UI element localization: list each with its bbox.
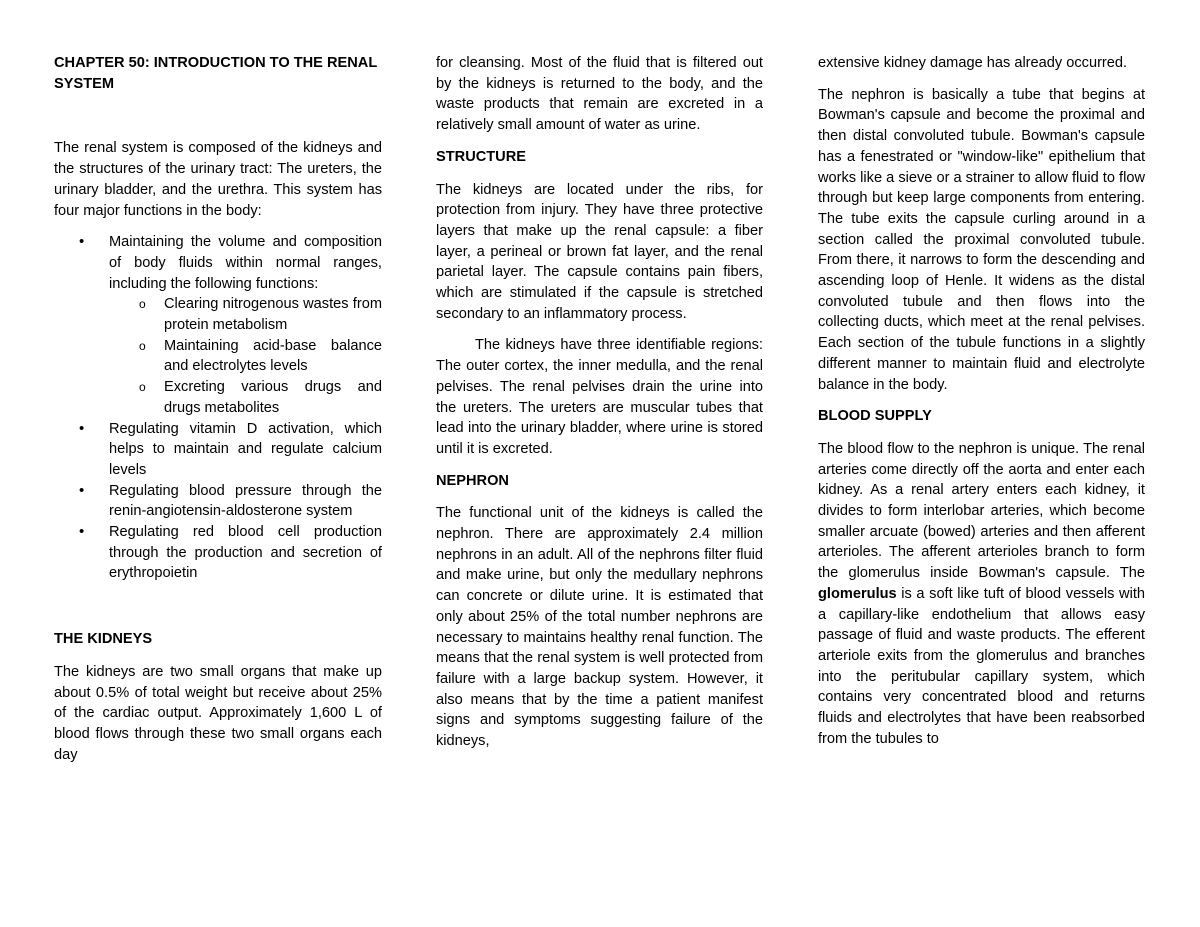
glomerulus-term: glomerulus bbox=[818, 585, 897, 602]
structure-paragraph-1: The kidneys are located under the ribs, for protection from injury. They have three protective layers that make up the renal capsule: a fiber layer, a perineal or brown fat layer, and the renal parietal layer. The capsule contains pain fibers, which are stimulated if the capsule is stretched secondary to an inflammatory process. bbox=[436, 181, 763, 322]
kidneys-paragraph: The kidneys are two small organs that make up about 0.5% of total weight but receive about 25% of the cardiac output. Approximately 1,600 L of blood flows through these two small organs each day bbox=[54, 663, 382, 763]
list-item: o Maintaining acid-base balance and electrolytes levels bbox=[164, 336, 382, 377]
subfunctions-list bbox=[109, 294, 382, 418]
column-3 bbox=[818, 53, 1145, 750]
list-item: • Maintaining the volume and composition of body fluids within normal ranges, including the following functions: o Clearing nitrogenous wastes from protein metabolism o Maintaining acid-base balance and electrolytes levels o Excreting various drugs and drugs metabolites bbox=[109, 232, 382, 418]
blood-supply-heading: BLOOD SUPPLY bbox=[818, 408, 932, 425]
intro-paragraph: The renal system is composed of the kidneys and the structures of the urinary tract: The ureters, the urinary bladder, and the urethra. This system has four major functions in the body: bbox=[54, 140, 382, 219]
list-item: o Excreting various drugs and drugs metabolites bbox=[164, 377, 382, 418]
column-2 bbox=[436, 53, 763, 752]
kidneys-heading: THE KIDNEYS bbox=[54, 631, 153, 648]
list-item: • Regulating blood pressure through the renin-angiotensin-aldosterone system bbox=[109, 481, 382, 522]
chapter-title: CHAPTER 50: INTRODUCTION TO THE RENAL SYSTEM bbox=[54, 55, 377, 92]
functions-list bbox=[54, 232, 382, 584]
list-item: • Regulating red blood cell production through the production and secretion of erythropoietin bbox=[109, 522, 382, 584]
continued-paragraph: for cleansing. Most of the fluid that is filtered out by the kidneys is returned to the body, and the waste products that remain are excreted in a relatively small amount of water as urine. bbox=[436, 55, 763, 134]
blood-supply-paragraph: The blood flow to the nephron is unique. The renal arteries come directly off the aorta and enter each kidney. As a renal artery enters each kidney, it divides to form interlobar arteries, which become smaller arcuate (bowed) arteries and then afferent arterioles. The afferent arterioles branch to form the glomerulus inside Bowman's capsule. The glomerulus is a soft like tuft of blood vessels with a capillary-like endothelium that allows easy passage of fluid and waste products. The efferent arteriole exits from the glomerulus and branches into the peritubular capillary system, which contains very concentrated blood and returns fluids and electrolytes that have been reabsorbed from the tubules to bbox=[818, 440, 1145, 747]
nephron-paragraph-2: The nephron is basically a tube that begins at Bowman's capsule and become the proximal and then distal convoluted tubule. Bowman's capsule has a fenestrated or "window-like" epithelium that works like a sieve or a strainer to allow fluid to flow through but keep large components from entering. The tube exits the capsule curling around in a section called the proximal convoluted tubule. From there, it narrows to form the descending and ascending loop of Henle. It widens as the distal convoluted tubule and then flows into the collecting ducts, which meet at the renal pelvises. Each section of the tubule functions in a slightly different manner to maintain fluid and electrolyte balance in the body. bbox=[818, 86, 1145, 393]
continued-paragraph: extensive kidney damage has already occurred. bbox=[818, 55, 1128, 71]
nephron-heading: NEPHRON bbox=[436, 472, 509, 489]
column-1 bbox=[54, 53, 382, 765]
list-item: o Clearing nitrogenous wastes from protein metabolism bbox=[164, 294, 382, 335]
structure-paragraph-2: The kidneys have three identifiable regions: The outer cortex, the inner medulla, and the renal pelvises. The renal pelvises drain the urine into the ureters. The ureters are muscular tubes that lead into the urinary bladder, where urine is stored until it is excreted. bbox=[436, 337, 763, 457]
structure-heading: STRUCTURE bbox=[436, 148, 526, 165]
nephron-paragraph: The functional unit of the kidneys is called the nephron. There are approximately 2.4 million nephrons in an adult. All of the nephrons filter fluid and make urine, but only the medullary nephrons can concrete or dilute urine. It is estimated that only about 25% of the total number nephrons are necessary to maintains healthy renal function. The means that the renal system is well protected from failure with a large backup system. However, it also means that by the time a patient manifest signs and symptoms suggesting failure of the kidneys, bbox=[436, 505, 763, 750]
list-item: • Regulating vitamin D activation, which helps to maintain and regulate calcium levels bbox=[109, 419, 382, 481]
